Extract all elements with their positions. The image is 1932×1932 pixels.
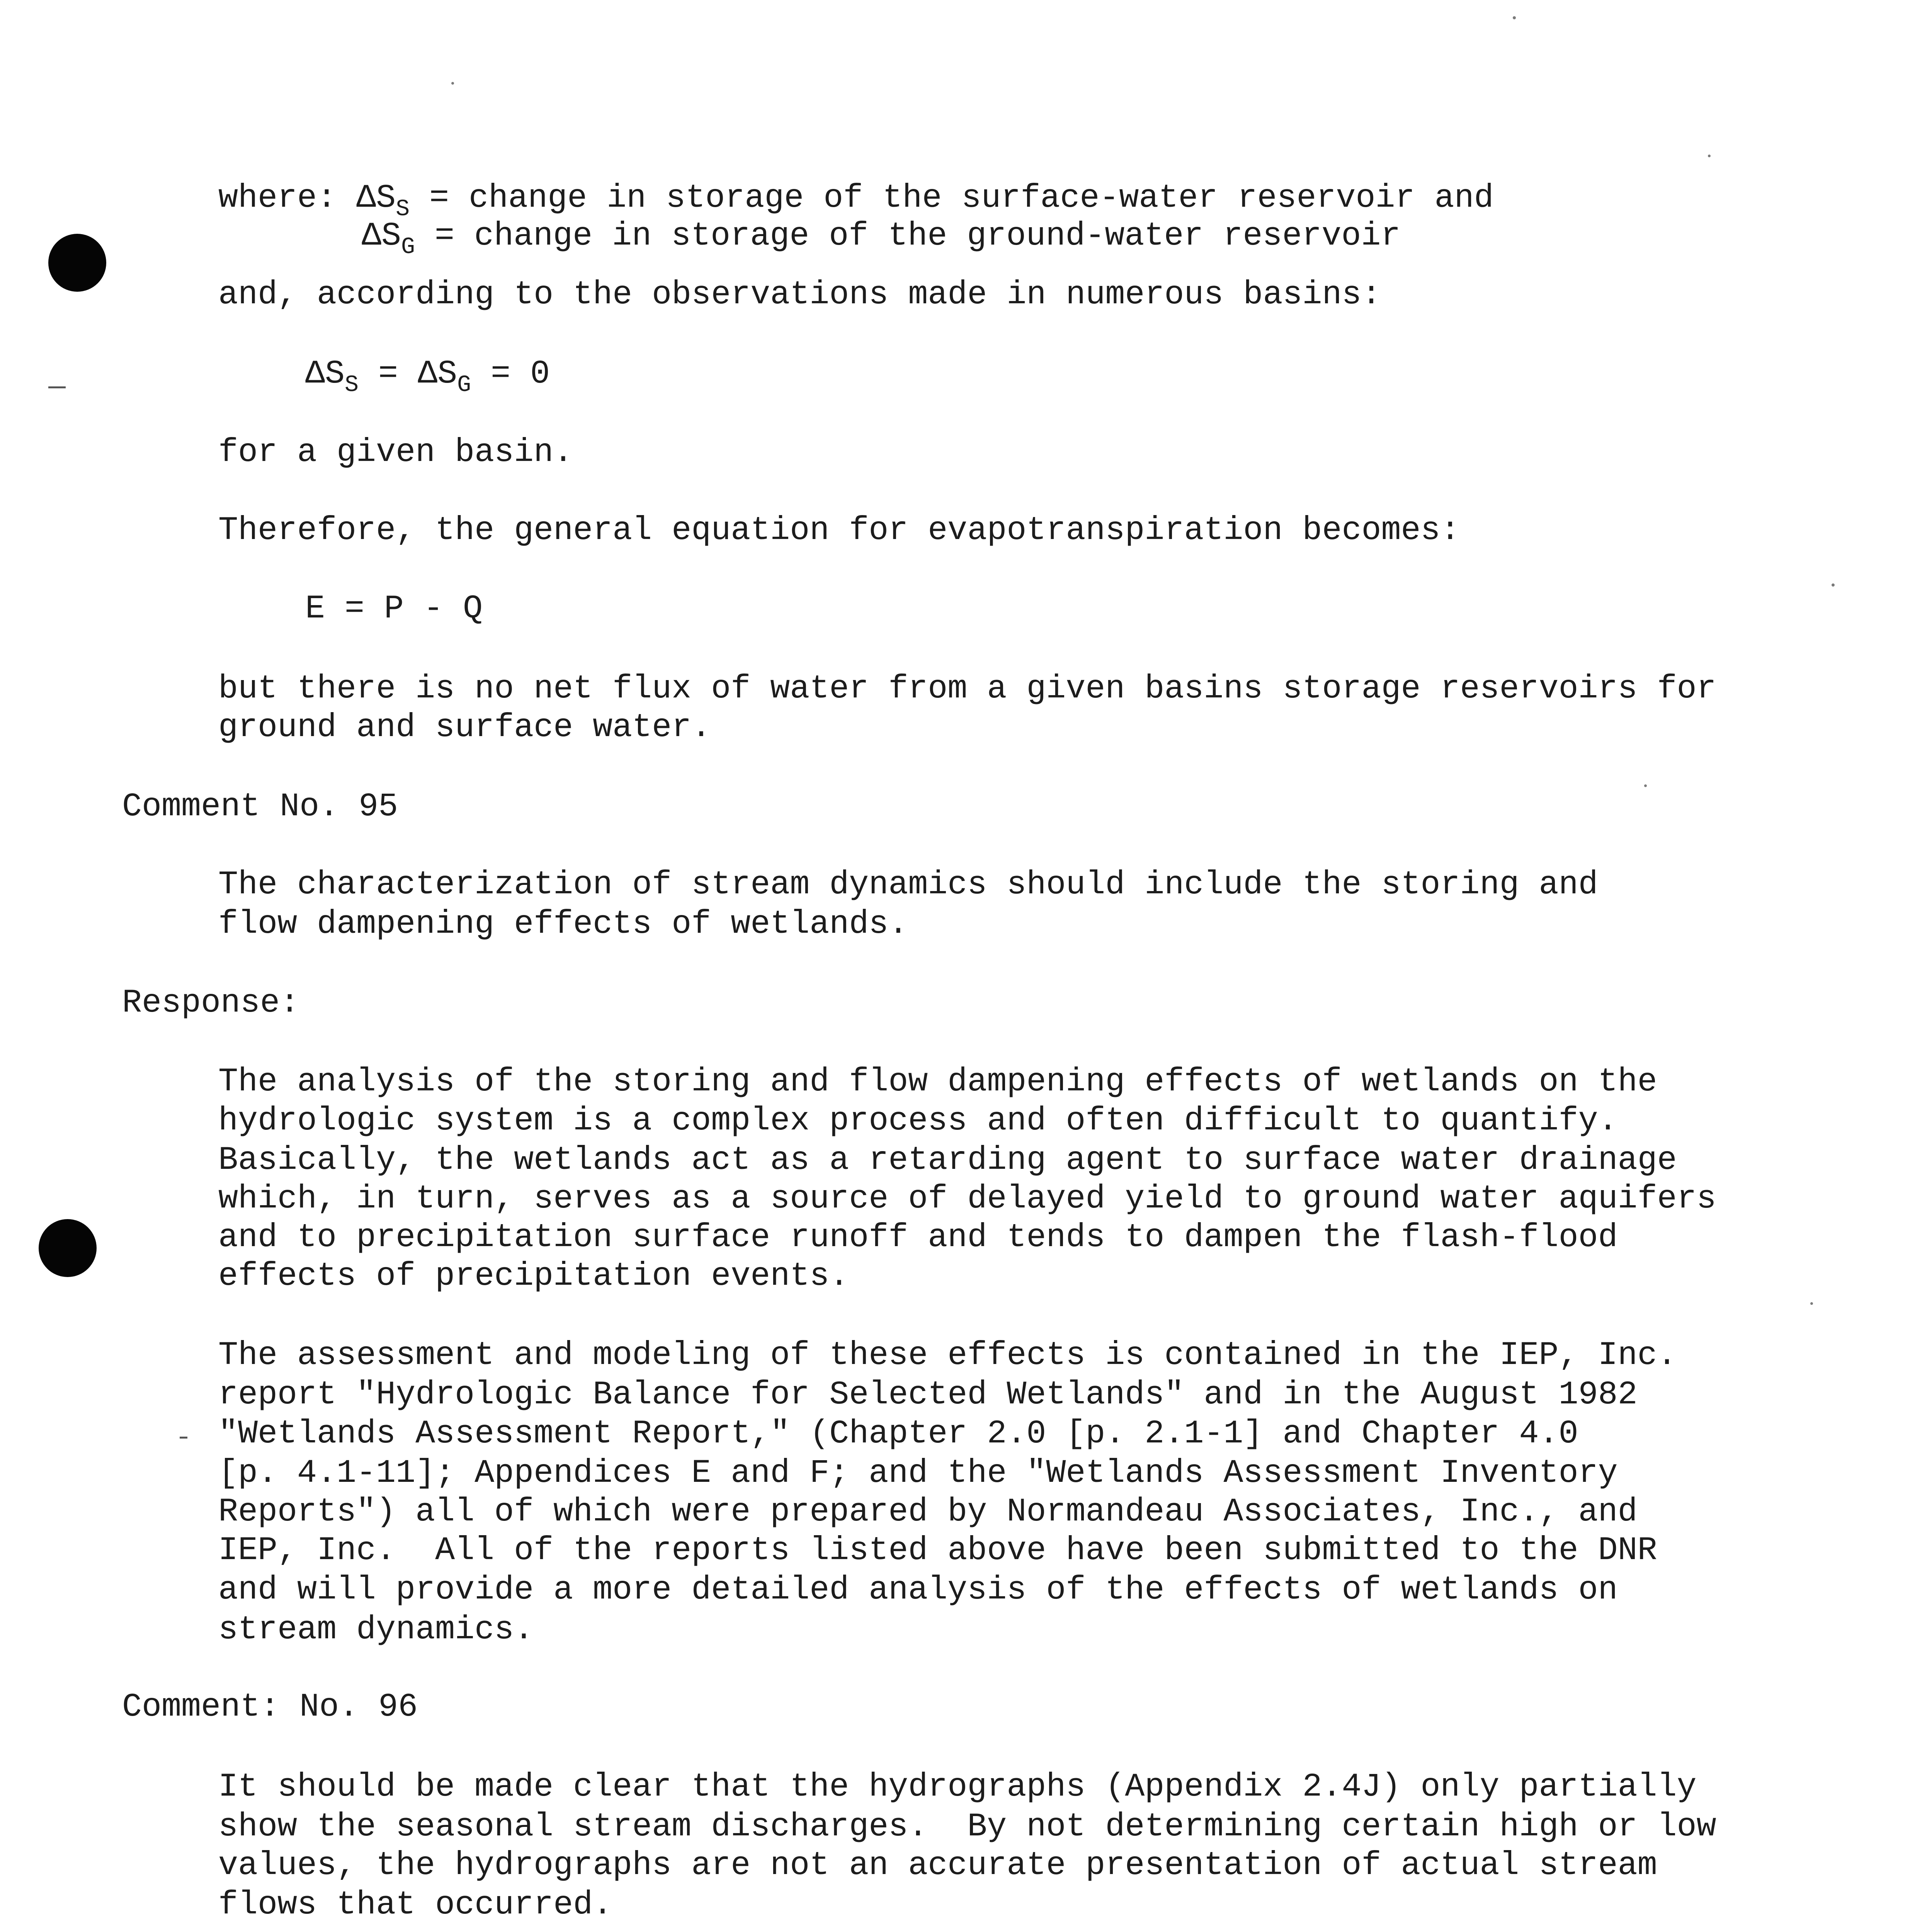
equation-end: = 0 <box>471 355 550 393</box>
subscript-s: S <box>396 196 410 223</box>
subscript-g: G <box>457 372 471 398</box>
body-line: ground and surface water. <box>218 709 711 746</box>
where-label: where: <box>218 179 337 217</box>
body-line: values, the hydrographs are not an accurate presentation of actual stream <box>218 1847 1657 1884</box>
for-basin-text: for a given basin. <box>218 434 573 471</box>
storage-equation <box>305 355 550 398</box>
body-line: show the seasonal stream discharges. By not determining certain high or low <box>218 1808 1716 1845</box>
body-line: hydrologic system is a complex process and often difficult to quantify. <box>218 1102 1618 1139</box>
delta-s-symbol: ΔS <box>305 355 345 393</box>
definition-text: = change in storage of the surface-water reservoir and <box>410 179 1494 217</box>
scan-speck <box>1708 155 1711 157</box>
scan-speck <box>1644 784 1647 787</box>
observation-intro: and, according to the observations made in numerous basins: <box>218 276 1381 313</box>
scan-speck <box>1810 1302 1813 1305</box>
body-line: The assessment and modeling of these effects is contained in the IEP, Inc. <box>218 1337 1677 1374</box>
body-line: report "Hydrologic Balance for Selected Wetlands" and in the August 1982 <box>218 1376 1638 1413</box>
comment-95-heading: Comment No. 95 <box>122 788 398 825</box>
body-line: but there is no net flux of water from a given basins storage reservoirs for <box>218 670 1716 707</box>
body-line: and will provide a more detailed analysis of the effects of wetlands on <box>218 1571 1618 1609</box>
body-line: IEP, Inc. All of the reports listed above have been submitted to the DNR <box>218 1532 1657 1569</box>
body-line: stream dynamics. <box>218 1611 534 1648</box>
body-line: The characterization of stream dynamics should include the storing and <box>218 866 1598 903</box>
equation-middle: = ΔS <box>359 355 457 393</box>
definition-line-ground <box>362 217 1401 260</box>
body-line: It should be made clear that the hydrographs (Appendix 2.4J) only partially <box>218 1768 1697 1806</box>
scan-speck <box>451 82 454 85</box>
binder-hole <box>48 234 106 292</box>
definition-text: = change in storage of the ground-water reservoir <box>415 217 1401 255</box>
scan-mark <box>180 1437 187 1439</box>
subscript-g: G <box>401 234 415 260</box>
body-line: "Wetlands Assessment Report," (Chapter 2.0 [p. 2.1-1] and Chapter 4.0 <box>218 1415 1578 1452</box>
body-line: flows that occurred. <box>218 1886 613 1923</box>
evapotranspiration-equation: E = P - Q <box>305 590 483 628</box>
body-line: effects of precipitation events. <box>218 1257 849 1295</box>
response-heading: Response: <box>122 984 300 1022</box>
body-line: Reports") all of which were prepared by Normandeau Associates, Inc., and <box>218 1493 1638 1531</box>
body-line: The analysis of the storing and flow dampening effects of wetlands on the <box>218 1063 1657 1100</box>
scan-speck <box>1513 16 1516 19</box>
definition-line-surface <box>218 179 1494 223</box>
scan-mark <box>48 386 66 388</box>
body-line: Basically, the wetlands act as a retarding agent to surface water drainage <box>218 1141 1677 1179</box>
delta-s-symbol: ΔS <box>356 179 396 217</box>
body-line: and to precipitation surface runoff and tends to dampen the flash-flood <box>218 1219 1618 1256</box>
body-line: [p. 4.1-11]; Appendices E and F; and the "Wetlands Assessment Inventory <box>218 1454 1618 1492</box>
therefore-text: Therefore, the general equation for evapotranspiration becomes: <box>218 512 1460 549</box>
comment-96-heading: Comment: No. 96 <box>122 1688 418 1726</box>
delta-s-symbol: ΔS <box>362 217 401 255</box>
binder-hole <box>39 1219 97 1277</box>
body-line: which, in turn, serves as a source of delayed yield to ground water aquifers <box>218 1180 1716 1218</box>
subscript-s: S <box>345 372 359 398</box>
body-line: flow dampening effects of wetlands. <box>218 905 908 943</box>
scan-speck <box>1832 583 1835 587</box>
